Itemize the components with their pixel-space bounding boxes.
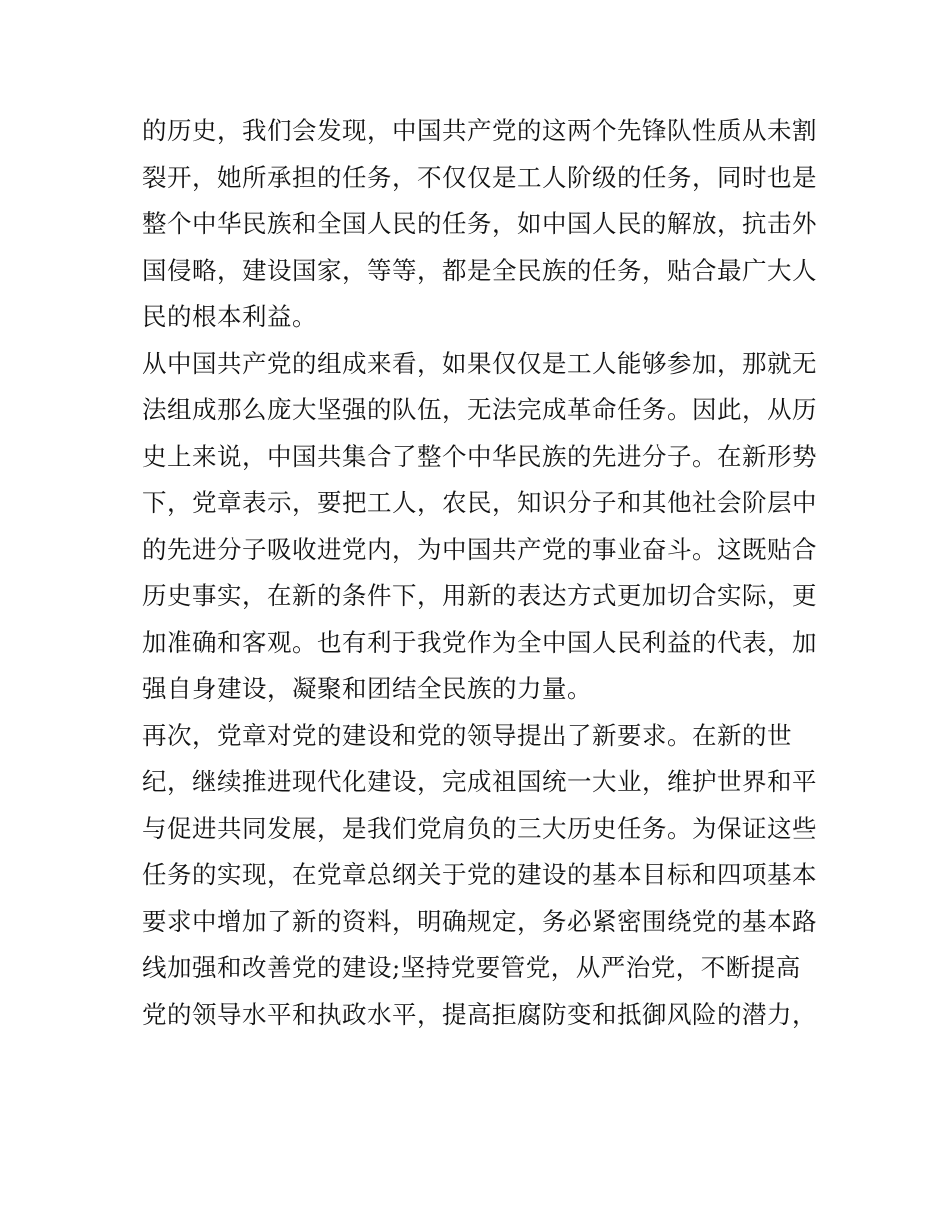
text-line: 国侵略，建设国家，等等，都是全民族的任务，贴合最广大人 bbox=[142, 255, 817, 285]
text-line: 史上来说，中国共集合了整个中华民族的先进分子。在新形势 bbox=[142, 441, 817, 471]
text-line: 的先进分子吸收进党内，为中国共产党的事业奋斗。这既贴合 bbox=[142, 534, 817, 564]
text-line: 任务的实现，在党章总纲关于党的建设的基本目标和四项基本 bbox=[142, 860, 817, 889]
text-line: 从中国共产党的组成来看，如果仅仅是工人能够参加，那就无 bbox=[142, 348, 817, 378]
text-line: 的历史，我们会发现，中国共产党的这两个先锋队性质从未割 bbox=[142, 116, 817, 145]
text-line: 与促进共同发展，是我们党肩负的三大历史任务。为保证这些 bbox=[142, 813, 817, 843]
paragraph-3 bbox=[142, 713, 817, 1039]
text-line: 强自身建设，凝聚和团结全民族的力量。 bbox=[142, 674, 592, 703]
text-line: 历史事实，在新的条件下，用新的表达方式更加切合实际，更 bbox=[142, 581, 817, 610]
text-line: 要求中增加了新的资料，明确规定，务必紧密围绕党的基本路 bbox=[142, 906, 817, 936]
text-line: 纪，继续推进现代化建设，完成祖国统一大业，维护世界和平 bbox=[142, 767, 817, 796]
text-line: 裂开，她所承担的任务，不仅仅是工人阶级的任务，同时也是 bbox=[142, 162, 817, 192]
paragraph-1 bbox=[142, 108, 817, 341]
body-text bbox=[142, 108, 817, 1038]
text-line: 再次，党章对党的建设和党的领导提出了新要求。在新的世 bbox=[142, 720, 792, 750]
text-line: 下，党章表示，要把工人，农民，知识分子和其他社会阶层中 bbox=[142, 488, 817, 517]
text-line: 法组成那么庞大坚强的队伍，无法完成革命任务。因此，从历 bbox=[142, 395, 817, 424]
text-line: 线加强和改善党的建设;坚持党要管党，从严治党，不断提高 bbox=[142, 953, 801, 982]
text-line: 党的领导水平和执政水平，提高拒腐防变和抵御风险的潜力， bbox=[142, 999, 817, 1029]
text-line: 整个中华民族和全国人民的任务，如中国人民的解放，抗击外 bbox=[142, 209, 817, 238]
text-line: 民的根本利益。 bbox=[142, 302, 317, 331]
paragraph-2 bbox=[142, 341, 817, 713]
text-line: 加准确和客观。也有利于我党作为全中国人民利益的代表，加 bbox=[142, 627, 817, 657]
